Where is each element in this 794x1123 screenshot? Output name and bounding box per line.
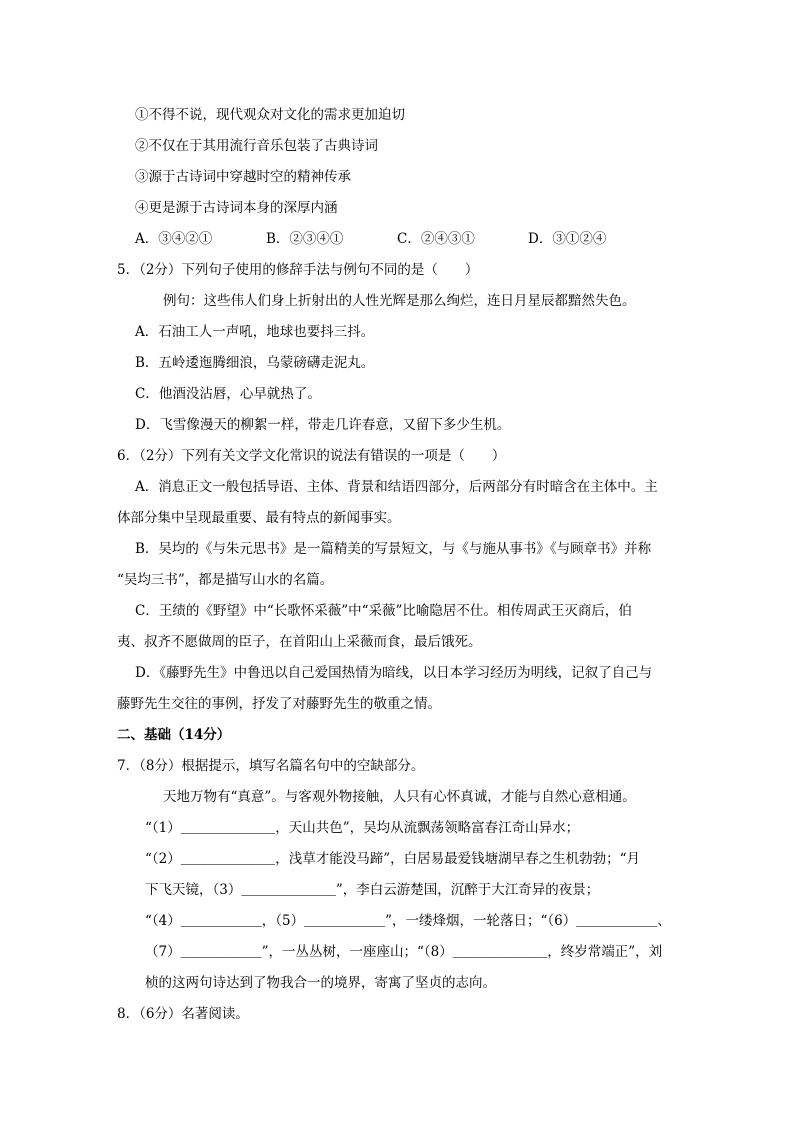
q6-option-b-line1[interactable]: B．吴均的《与朱元思书》是一篇精美的写景短文，与《与施从事书》《与顾章书》并称: [135, 541, 652, 557]
q6-option-a-line2[interactable]: 体部分集中呈现最重要、最有特点的新闻事实。: [117, 510, 401, 526]
q5-option-c[interactable]: C．他酒没沾唇，心早就热了。: [135, 386, 321, 402]
q4-options: [135, 229, 659, 249]
q5-option-d[interactable]: D．飞雪像漫天的柳絮一样，带走几许春意，又留下多少生机。: [135, 417, 511, 433]
q6-stem: 6．（2分）下列有关文学文化常识的说法有错误的一项是（ ）: [117, 448, 506, 464]
q6-option-d-line2[interactable]: 藤野先生交往的事例，抒发了对藤野先生的敬重之情。: [117, 696, 441, 712]
section-heading: 二、基础（14分）: [117, 727, 231, 743]
q4-item-4: ④更是源于古诗词本身的深厚内涵: [135, 200, 338, 216]
q4-option-d[interactable]: D．③①②④: [528, 231, 607, 247]
q7-line-2: “（1）＿＿＿＿＿＿＿，天山共色”，吴均从流飘荡领略富春江奇山异水；: [145, 820, 580, 836]
q6-option-c-line2[interactable]: 夷、叔齐不愿做周的臣子，在首阳山上采薇而食，最后饿死。: [117, 634, 482, 650]
q6-option-c-line1[interactable]: C．王绩的《野望》中“长歌怀采薇”中“采薇”比喻隐居不仕。相传周武王灭商后，伯: [135, 603, 632, 619]
q6-option-a-line1[interactable]: A．消息正文一般包括导语、主体、背景和结语四部分，后两部分有时暗含在主体中。主: [135, 479, 658, 495]
q4-option-b[interactable]: B．②③④①: [266, 231, 344, 247]
q5-example: 例句：这些伟人们身上折射出的人性光辉是那么绚烂，连日月星辰都黯然失色。: [163, 293, 636, 309]
q5-option-a[interactable]: A．石油工人一声吼，地球也要抖三抖。: [135, 324, 375, 340]
q7-line-5: “（4）＿＿＿＿＿＿，（5）＿＿＿＿＿＿”，一缕烽烟，一轮落日；“（6）＿＿＿＿＿＿、: [145, 913, 671, 929]
q4-item-1: ①不得不说，现代观众对文化的需求更加迫切: [135, 107, 405, 123]
q6-option-d-line1[interactable]: D．《藤野先生》中鲁迅以自己爱国热情为暗线，以日本学习经历为明线，记叙了自己与: [135, 665, 653, 681]
q7-line-7: 桢的这两句诗达到了物我合一的境界，寄寓了坚贞的志向。: [145, 975, 496, 991]
q7-line-4: 下飞天镜，（3）＿＿＿＿＿＿＿”，李白云游楚国，沉醉于大江奇异的夜景；: [145, 882, 600, 898]
q7-line-3: “（2）＿＿＿＿＿＿＿，浅草才能没马蹄”，白居易最爱钱塘湖早春之生机勃勃；“月: [145, 851, 641, 867]
q7-line-1: 天地万物有“真意”。与客观外物接触，人只有心怀真诚，才能与自然心意相通。: [163, 789, 636, 805]
q4-option-a[interactable]: A．③④②①: [135, 231, 213, 247]
q6-option-b-line2[interactable]: “吴均三书”，都是描写山水的名篇。: [117, 572, 334, 588]
q5-option-b[interactable]: B．五岭逶迤腾细浪，乌蒙磅礴走泥丸。: [135, 355, 375, 371]
q4-option-c[interactable]: C．②④③①: [397, 231, 475, 247]
q4-item-2: ②不仅在于其用流行音乐包装了古典诗词: [135, 138, 378, 154]
q7-stem: 7．（8分）根据提示，填写名篇名句中的空缺部分。: [117, 758, 425, 774]
q4-item-3: ③源于古诗词中穿越时空的精神传承: [135, 169, 351, 185]
q8-stem: 8．（6分）名著阅读。: [117, 1006, 249, 1022]
q5-stem: 5．（2分）下列句子使用的修辞手法与例句不同的是（ ）: [117, 262, 479, 278]
q7-line-6: （7）＿＿＿＿＿＿”，一丛丛树，一座座山；“（8）＿＿＿＿＿＿＿，终岁常端正”，刘: [145, 944, 663, 960]
